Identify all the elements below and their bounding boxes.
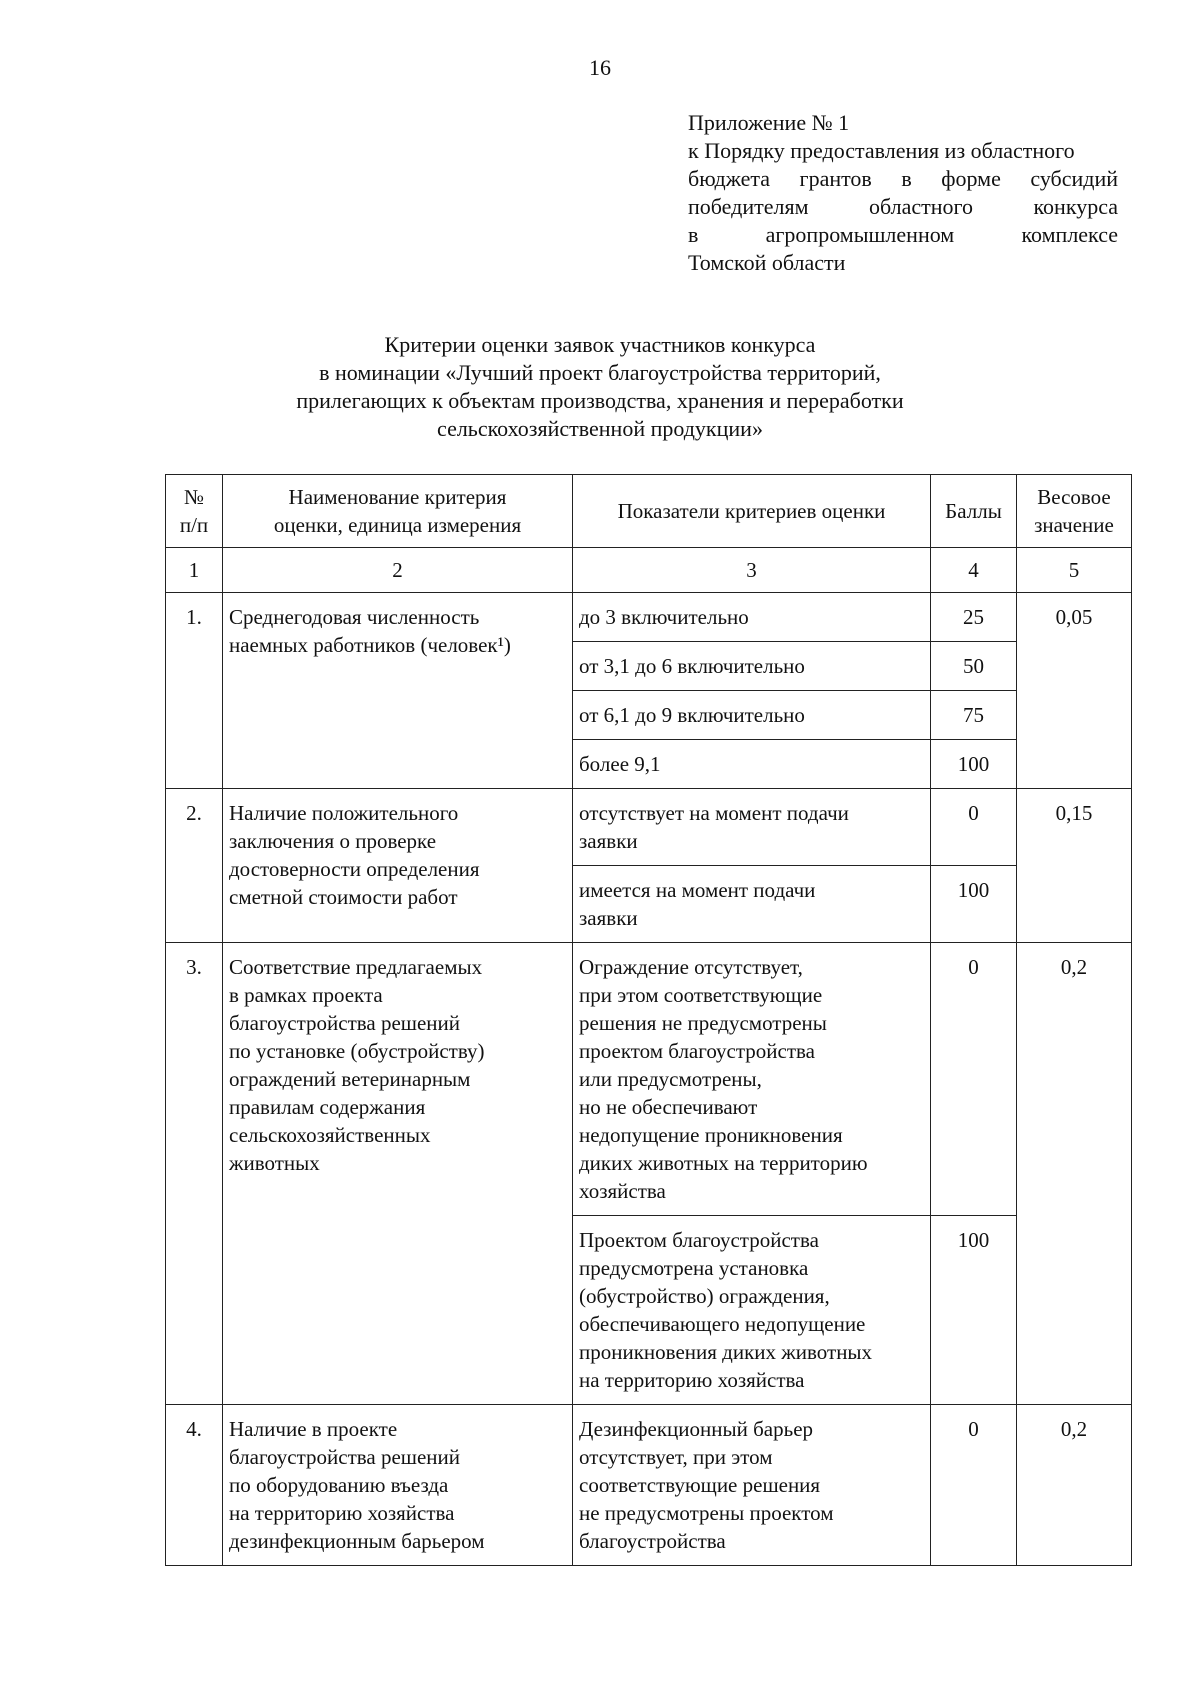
indicator-score: 0 bbox=[931, 789, 1017, 866]
appendix-line: Томской области bbox=[688, 250, 846, 275]
criterion-name: Среднегодовая численность наемных работников (человек¹) bbox=[223, 593, 573, 789]
indicator-score: 0 bbox=[931, 1405, 1017, 1566]
column-number: 2 bbox=[223, 548, 573, 593]
indicator-text: имеется на момент подачи заявки bbox=[573, 866, 931, 943]
indicator-text: от 6,1 до 9 включительно bbox=[573, 691, 931, 740]
indicator-score: 25 bbox=[931, 593, 1017, 642]
indicator-text: от 3,1 до 6 включительно bbox=[573, 642, 931, 691]
criterion-name: Наличие в проекте благоустройства решений по оборудованию въезда на территорию хозяйства дезинфекционным барьером bbox=[223, 1405, 573, 1566]
title-line: сельскохозяйственной продукции» bbox=[437, 416, 763, 441]
header-indicators: Показатели критериев оценки bbox=[573, 475, 931, 548]
indicator-text: Проектом благоустройства предусмотрена установка (обустройство) ограждения, обеспечивающего недопущение проникновения диких животных на территорию хозяйства bbox=[573, 1216, 931, 1405]
indicator-text: отсутствует на момент подачи заявки bbox=[573, 789, 931, 866]
criterion-number: 4. bbox=[166, 1405, 223, 1566]
indicator-text: более 9,1 bbox=[573, 740, 931, 789]
criterion-name: Наличие положительного заключения о проверке достоверности определения сметной стоимости работ bbox=[223, 789, 573, 943]
indicator-text: Дезинфекционный барьер отсутствует, при этом соответствующие решения не предусмотрены проектом благоустройства bbox=[573, 1405, 931, 1566]
title-line: в номинации «Лучший проект благоустройства территорий, bbox=[319, 360, 881, 385]
title-line: прилегающих к объектам производства, хранения и переработки bbox=[296, 388, 904, 413]
table-header-row bbox=[166, 475, 1132, 548]
title-line: Критерии оценки заявок участников конкурса bbox=[384, 332, 816, 357]
criteria-table bbox=[165, 474, 1132, 1566]
column-number: 1 bbox=[166, 548, 223, 593]
header-weight: Весовое значение bbox=[1017, 475, 1132, 548]
document-title bbox=[0, 331, 1200, 443]
column-number: 5 bbox=[1017, 548, 1132, 593]
indicator-score: 75 bbox=[931, 691, 1017, 740]
appendix-title: Приложение № 1 bbox=[688, 110, 850, 135]
indicator-score: 0 bbox=[931, 943, 1017, 1216]
indicator-text: до 3 включительно bbox=[573, 593, 931, 642]
column-number: 3 bbox=[573, 548, 931, 593]
appendix-line: к Порядку предоставления из областного bbox=[688, 138, 1075, 163]
criterion-number: 3. bbox=[166, 943, 223, 1405]
indicator-text: Ограждение отсутствует, при этом соответствующие решения не предусмотрены проектом благоустройства или предусмотрены, но не обеспечивают недопущение проникновения диких животных на территорию хозяйства bbox=[573, 943, 931, 1216]
table-row bbox=[166, 789, 1132, 866]
column-number-row bbox=[166, 548, 1132, 593]
criterion-name: Соответствие предлагаемых в рамках проекта благоустройства решений по установке (обустройству) ограждений ветеринарным правилам содержания сельскохозяйственных животных bbox=[223, 943, 573, 1405]
header-criterion-name: Наименование критерия оценки, единица измерения bbox=[223, 475, 573, 548]
criterion-weight: 0,05 bbox=[1017, 593, 1132, 789]
appendix-line: в агропромышленном комплексе bbox=[688, 222, 1118, 247]
header-score: Баллы bbox=[931, 475, 1017, 548]
page-number: 16 bbox=[589, 55, 611, 80]
appendix-line: бюджета грантов в форме субсидий bbox=[688, 166, 1118, 191]
criterion-weight: 0,15 bbox=[1017, 789, 1132, 943]
indicator-score: 100 bbox=[931, 866, 1017, 943]
appendix-block bbox=[688, 109, 1118, 277]
column-number: 4 bbox=[931, 548, 1017, 593]
criterion-weight: 0,2 bbox=[1017, 1405, 1132, 1566]
table-row bbox=[166, 1405, 1132, 1566]
indicator-score: 50 bbox=[931, 642, 1017, 691]
appendix-line: победителям областного конкурса bbox=[688, 194, 1118, 219]
criterion-weight: 0,2 bbox=[1017, 943, 1132, 1405]
table-row bbox=[166, 593, 1132, 642]
header-num: № п/п bbox=[166, 475, 223, 548]
criterion-number: 2. bbox=[166, 789, 223, 943]
indicator-score: 100 bbox=[931, 1216, 1017, 1405]
table-row bbox=[166, 943, 1132, 1216]
indicator-score: 100 bbox=[931, 740, 1017, 789]
criterion-number: 1. bbox=[166, 593, 223, 789]
